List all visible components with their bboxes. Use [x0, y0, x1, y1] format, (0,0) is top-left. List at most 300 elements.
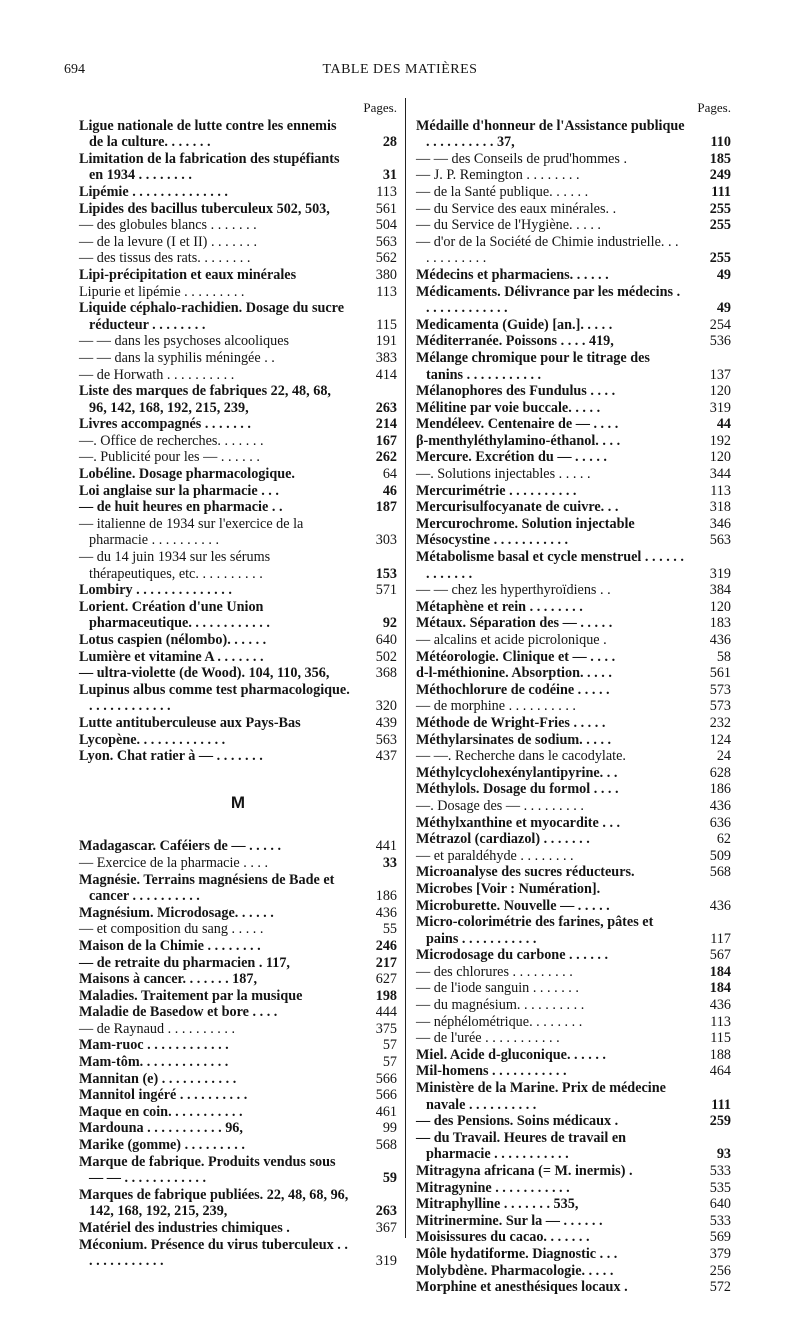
- index-entry: [79, 151, 397, 184]
- index-entry: [79, 905, 397, 922]
- index-entry: [416, 1180, 731, 1197]
- index-entry: [416, 748, 731, 765]
- index-entry-text: Mésocystine . . . . . . . . . . .: [416, 532, 569, 549]
- index-entry-text: Mannitan (e) . . . . . . . . . . .: [79, 1070, 237, 1087]
- index-entry-text: — — dans les psychoses alcooliques: [79, 333, 290, 350]
- index-entry: [416, 516, 731, 533]
- index-entry-text: — du Travail. Heures de travail en pharmacie . . . . . . . . . . .: [416, 1129, 627, 1163]
- index-entry-text: — italienne de 1934 sur l'exercice de la pharmacie . . . . . . . . . .: [79, 515, 304, 549]
- index-entry-text: Méthylols. Dosage du formol . . . .: [416, 781, 619, 798]
- index-entry: [416, 698, 731, 715]
- index-entry-page: 167: [375, 432, 397, 449]
- index-entry-text: Médaille d'honneur de l'Assistance publique . . . . . . . . . . 37,: [416, 117, 685, 151]
- index-entry-page: 115: [710, 1030, 731, 1047]
- right-index-list: [416, 118, 731, 1296]
- index-entry-page: 184: [709, 963, 731, 980]
- index-entry: [416, 1246, 731, 1263]
- index-entry: [416, 333, 731, 350]
- index-entry-text: Mendéleev. Centenaire de — . . . .: [416, 416, 619, 433]
- index-entry-text: —. Office de recherches. . . . . . .: [79, 432, 264, 449]
- index-entry-page: 217: [375, 954, 397, 971]
- index-entry-page: 57: [382, 1037, 397, 1054]
- index-entry-text: — des globules blancs . . . . . . .: [79, 217, 257, 234]
- index-entry: [416, 433, 731, 450]
- index-entry: [416, 400, 731, 417]
- index-entry-text: — de l'iode sanguin . . . . . . .: [416, 980, 579, 997]
- index-entry-page: 572: [709, 1279, 731, 1296]
- index-entry: [416, 781, 731, 798]
- index-entry-page: 254: [709, 316, 731, 333]
- index-entry-text: — d'or de la Société de Chimie industrielle. . . . . . . . . . . .: [416, 233, 679, 267]
- index-entry-page: 567: [709, 947, 731, 964]
- index-entry-text: Microbes [Voir : Numération].: [416, 880, 601, 897]
- index-entry-page: 566: [375, 1070, 397, 1087]
- index-entry-text: — — chez les hyperthyroïdiens . .: [416, 582, 611, 599]
- index-entry-text: Méditerranée. Poissons . . . . 419,: [416, 333, 614, 350]
- index-entry-text: Méthylxanthine et myocardite . . .: [416, 814, 621, 831]
- index-entry-page: 533: [709, 1212, 731, 1229]
- index-entry-text: Météorologie. Clinique et — . . . .: [416, 648, 616, 665]
- index-entry: [416, 151, 731, 168]
- index-entry-page: 504: [375, 217, 397, 234]
- index-entry-page: 24: [716, 748, 731, 765]
- index-entry-text: Liste des marques de fabriques 22, 48, 68, 96, 142, 168, 192, 215, 239,: [79, 383, 331, 416]
- index-entry: [416, 1263, 731, 1280]
- index-entry: [79, 971, 397, 988]
- index-entry: [79, 748, 397, 765]
- index-entry: [416, 1047, 731, 1064]
- index-entry: [416, 848, 731, 865]
- index-entry-page: 319: [709, 565, 731, 582]
- index-entry: [416, 1279, 731, 1296]
- index-entry: [416, 798, 731, 815]
- index-entry-page: 436: [709, 897, 731, 914]
- index-entry-page: 383: [375, 349, 397, 366]
- index-entry: [79, 483, 397, 500]
- index-entry: [79, 855, 397, 872]
- index-entry: [79, 333, 397, 350]
- index-entry-page: 436: [709, 632, 731, 648]
- page-number: 694: [64, 62, 85, 77]
- index-entry-page: 188: [709, 1046, 731, 1063]
- index-entry-text: — du magnésium. . . . . . . . . .: [416, 997, 585, 1014]
- index-entry-page: 561: [709, 665, 731, 682]
- index-entry: [79, 1220, 397, 1237]
- index-entry: [416, 1030, 731, 1047]
- index-entry-text: Métabolisme basal et cycle menstruel . . . . . . . . . . . . .: [416, 549, 684, 582]
- index-entry-text: Mercurisulfocyanate de cuivre. . .: [416, 499, 619, 516]
- index-entry: [416, 167, 731, 184]
- index-entry-page: 93: [716, 1146, 731, 1163]
- index-entry-text: Maison de la Chimie . . . . . . . .: [79, 937, 261, 954]
- index-entry: [416, 914, 731, 947]
- index-entry-text: —. Dosage des — . . . . . . . . .: [416, 797, 584, 814]
- index-entry: [416, 980, 731, 997]
- index-entry-text: Lyon. Chat ratier à — . . . . . . .: [79, 748, 263, 765]
- index-entry: [416, 831, 731, 848]
- index-entry: [79, 184, 397, 201]
- index-entry: [416, 284, 731, 317]
- index-entry-text: — de la Santé publique. . . . . .: [416, 183, 589, 200]
- index-entry-text: Métaux. Séparation des — . . . . .: [416, 615, 613, 632]
- index-entry: [416, 964, 731, 981]
- index-entry-text: Lombiry . . . . . . . . . . . . . .: [79, 582, 232, 599]
- index-entry-text: — de Raynaud . . . . . . . . . .: [79, 1020, 236, 1037]
- index-entry-text: — néphélométrique. . . . . . . .: [416, 1013, 583, 1030]
- index-entry: [416, 1130, 731, 1163]
- index-entry-text: Méthylarsinates de sodium. . . . .: [416, 731, 612, 748]
- index-entry: [416, 1196, 731, 1213]
- index-entry: [79, 1021, 397, 1038]
- index-entry-page: 568: [375, 1137, 397, 1154]
- index-entry-page: 232: [709, 714, 731, 731]
- index-entry-text: Maisons à cancer. . . . . . . 187,: [79, 971, 257, 988]
- index-entry-text: β-menthyléthylamino-éthanol. . . .: [416, 432, 621, 449]
- index-entry-page: 436: [709, 997, 731, 1014]
- index-entry: [416, 615, 731, 632]
- index-entry: [416, 466, 731, 483]
- index-entry-page: 256: [709, 1262, 731, 1279]
- left-index-list: [79, 118, 397, 765]
- index-entry-page: 367: [375, 1220, 397, 1236]
- index-entry-page: 636: [709, 814, 731, 831]
- index-entry-text: — de la levure (I et II) . . . . . . .: [79, 233, 258, 250]
- index-entry-text: —. Publicité pour les — . . . . . .: [79, 449, 260, 466]
- index-entry-page: 263: [375, 1203, 397, 1220]
- index-entry-text: Lorient. Création d'une Union pharmaceutique. . . . . . . . . . . .: [79, 598, 270, 632]
- index-entry-page: 255: [709, 200, 731, 217]
- index-entry-page: 437: [375, 748, 397, 765]
- index-entry-text: Liquide céphalo-rachidien. Dosage du sucre réducteur . . . . . . . .: [79, 300, 344, 333]
- pages-label-right: Pages.: [697, 100, 731, 115]
- index-entry-page: 568: [709, 864, 731, 881]
- index-entry-text: Médecins et pharmaciens. . . . . .: [416, 266, 609, 283]
- index-entry-text: — de l'urée . . . . . . . . . . .: [416, 1030, 560, 1047]
- index-entry-text: — de morphine . . . . . . . . . .: [416, 698, 576, 715]
- index-entry: [79, 715, 397, 732]
- index-entry: [79, 1054, 397, 1071]
- index-entry: [79, 632, 397, 649]
- index-entry-text: Microanalyse des sucres réducteurs.: [416, 864, 635, 881]
- index-entry: [416, 765, 731, 782]
- index-entry-page: 535: [709, 1179, 731, 1196]
- index-entry-page: 117: [710, 930, 731, 947]
- index-entry-text: Ministère de la Marine. Prix de médecine navale . . . . . . . . . .: [416, 1080, 666, 1113]
- index-entry-text: Maladie de Basedow et bore . . . .: [79, 1004, 278, 1021]
- index-entry: [79, 516, 397, 549]
- index-entry-page: 375: [375, 1020, 397, 1037]
- index-entry-page: 246: [375, 937, 397, 954]
- index-entry-text: Métrazol (cardiazol) . . . . . . .: [416, 831, 590, 848]
- index-entry-page: 436: [375, 904, 397, 921]
- index-entry-text: Microdosage du carbone . . . . . .: [416, 947, 609, 964]
- index-entry: [79, 267, 397, 284]
- index-entry: [79, 665, 397, 682]
- index-entry: [416, 449, 731, 466]
- index-entry-page: 566: [375, 1087, 397, 1104]
- index-entry-page: 58: [716, 648, 731, 665]
- index-entry-text: Maque en coin. . . . . . . . . . .: [79, 1103, 243, 1120]
- index-entry: [79, 599, 397, 632]
- index-entry-text: Mardouna . . . . . . . . . . . 96,: [79, 1120, 243, 1137]
- index-entry: [416, 317, 731, 334]
- index-entry-page: 569: [709, 1229, 731, 1246]
- index-entry-page: 344: [709, 466, 731, 483]
- index-entry-page: 303: [375, 532, 397, 549]
- index-entry-text: Medicamenta (Guide) [an.]. . . . .: [416, 316, 613, 333]
- index-entry-page: 571: [375, 582, 397, 599]
- index-entry: [416, 881, 731, 898]
- index-entry: [416, 350, 731, 383]
- index-entry: [79, 582, 397, 599]
- index-entry-text: — alcalins et acide picrolonique .: [416, 632, 607, 648]
- index-entry-page: 120: [709, 598, 731, 615]
- index-entry-page: 573: [709, 681, 731, 698]
- index-entry-text: Mil-homens . . . . . . . . . . .: [416, 1063, 567, 1080]
- index-entry: [79, 921, 397, 938]
- index-entry-page: 113: [710, 1013, 731, 1030]
- index-entry-text: — des tissus des rats. . . . . . . .: [79, 250, 251, 267]
- index-entry: [416, 201, 731, 218]
- index-entry-page: 436: [709, 797, 731, 814]
- index-entry: [416, 1063, 731, 1080]
- index-entry-page: 318: [709, 499, 731, 516]
- index-entry-page: 49: [716, 266, 731, 283]
- index-entry: [79, 938, 397, 955]
- index-entry-text: Mitragynine . . . . . . . . . . .: [416, 1179, 570, 1196]
- index-entry-page: 124: [709, 731, 731, 748]
- index-entry-page: 414: [375, 366, 397, 383]
- index-entry-page: 628: [709, 764, 731, 781]
- index-entry: [79, 284, 397, 301]
- index-entry: [416, 483, 731, 500]
- index-entry-page: 441: [375, 838, 397, 855]
- index-entry-text: Mitraphylline . . . . . . . 535,: [416, 1196, 579, 1213]
- index-entry-text: — du Service de l'Hygiène. . . . .: [416, 217, 601, 234]
- index-entry-page: 380: [375, 266, 397, 283]
- index-entry: [79, 955, 397, 972]
- index-entry-text: — de Horwath . . . . . . . . . .: [79, 366, 235, 383]
- index-entry: [79, 988, 397, 1005]
- index-entry: [416, 1229, 731, 1246]
- index-entry-page: 184: [709, 980, 731, 997]
- index-entry: [79, 682, 397, 715]
- index-entry-page: 186: [375, 888, 397, 905]
- index-entry: [416, 1080, 731, 1113]
- index-entry: [416, 815, 731, 832]
- index-entry-text: Molybdène. Pharmacologie. . . . .: [416, 1262, 614, 1279]
- index-entry-page: 113: [710, 482, 731, 499]
- index-entry-text: Mitragyna africana (= M. inermis) .: [416, 1163, 633, 1179]
- index-entry-page: 44: [716, 416, 731, 433]
- index-entry: [79, 1004, 397, 1021]
- index-entry-text: Lipi-précipitation et eaux minérales: [79, 266, 297, 283]
- index-entry-page: 461: [375, 1103, 397, 1120]
- index-entry-page: 198: [375, 987, 397, 1004]
- index-entry-text: Méthochlorure de codéine . . . . .: [416, 681, 610, 698]
- index-entry: [79, 732, 397, 749]
- index-entry-page: 536: [709, 333, 731, 350]
- index-entry-text: Morphine et anesthésiques locaux .: [416, 1279, 628, 1296]
- index-entry: [79, 1154, 397, 1187]
- index-entry-page: 187: [375, 499, 397, 516]
- index-entry-page: 110: [710, 134, 731, 151]
- index-entry-page: 46: [382, 482, 397, 499]
- index-entry-text: Lotus caspien (nélombo). . . . . .: [79, 632, 267, 648]
- index-entry-text: — ultra-violette (de Wood). 104, 110, 356,: [79, 665, 330, 682]
- index-entry-page: 562: [375, 250, 397, 267]
- index-entry-text: Matériel des industries chimiques .: [79, 1220, 290, 1236]
- index-entry-text: Marques de fabrique publiées. 22, 48, 68, 96, 142, 168, 192, 215, 239,: [79, 1186, 349, 1220]
- index-entry-text: Lipides des bacillus tuberculeux 502, 503,: [79, 200, 330, 217]
- index-entry-page: 111: [711, 1096, 731, 1113]
- index-entry: [416, 632, 731, 649]
- index-entry: [416, 682, 731, 699]
- index-entry: [79, 367, 397, 384]
- index-entry: [79, 1237, 397, 1270]
- index-entry-page: 259: [709, 1113, 731, 1130]
- index-entry: [416, 234, 731, 267]
- index-entry-page: 113: [376, 183, 397, 200]
- index-entry-text: — des chlorures . . . . . . . . .: [416, 963, 573, 980]
- index-entry: [416, 1113, 731, 1130]
- index-entry-text: Magnésium. Microdosage. . . . . .: [79, 904, 274, 921]
- index-entry-text: Mam-tôm. . . . . . . . . . . . .: [79, 1054, 229, 1071]
- index-entry-text: Mitrinermine. Sur la — . . . . . .: [416, 1212, 603, 1229]
- index-entry-text: Lumière et vitamine A . . . . . . .: [79, 648, 264, 665]
- column-divider: [405, 98, 406, 1238]
- index-entry-page: 502: [375, 648, 397, 665]
- index-entry-page: 153: [375, 565, 397, 582]
- index-entry-page: 346: [709, 515, 731, 532]
- index-entry-text: Mercurochrome. Solution injectable: [416, 515, 635, 532]
- index-entry: [79, 872, 397, 905]
- index-entry-text: Madagascar. Caféiers de — . . . . .: [79, 838, 282, 855]
- index-entry-page: 185: [709, 150, 731, 167]
- index-entry-page: 191: [375, 333, 397, 350]
- index-entry-text: d-l-méthionine. Absorption. . . . .: [416, 665, 612, 682]
- index-entry-page: 249: [709, 167, 731, 184]
- index-entry-text: Lupinus albus comme test pharmacologique. . . . . . . . . . . . .: [79, 681, 350, 715]
- index-entry-page: 255: [709, 217, 731, 234]
- index-entry-text: Lipémie . . . . . . . . . . . . . .: [79, 183, 228, 200]
- index-entry: [79, 549, 397, 582]
- index-entry-text: Métaphène et rein . . . . . . . .: [416, 598, 583, 615]
- index-entry-page: 464: [709, 1063, 731, 1080]
- index-entry: [79, 300, 397, 333]
- index-entry-page: 563: [709, 532, 731, 549]
- index-entry: [416, 184, 731, 201]
- index-entry-page: 368: [375, 665, 397, 682]
- index-entry-text: Micro-colorimétrie des farines, pâtes et pains . . . . . . . . . . .: [416, 914, 654, 947]
- index-entry: [79, 250, 397, 267]
- index-entry: [416, 715, 731, 732]
- index-entry: [416, 416, 731, 433]
- index-entry: [416, 599, 731, 616]
- index-entry: [416, 217, 731, 234]
- index-entry: [416, 665, 731, 682]
- index-entry-text: Lobéline. Dosage pharmacologique.: [79, 466, 295, 483]
- index-entry: [416, 1163, 731, 1180]
- index-entry-text: Mam-ruoc . . . . . . . . . . . .: [79, 1037, 229, 1054]
- index-entry-page: 120: [709, 383, 731, 400]
- index-entry-page: 192: [709, 432, 731, 449]
- index-entry-text: — — des Conseils de prud'hommes .: [416, 150, 628, 167]
- index-entry: [79, 1137, 397, 1154]
- index-entry-page: 99: [382, 1120, 397, 1137]
- index-entry-page: 640: [375, 632, 397, 648]
- index-entry-page: 384: [709, 582, 731, 599]
- index-entry-page: 320: [375, 698, 397, 715]
- left-column: [79, 100, 397, 1270]
- index-entry: [416, 649, 731, 666]
- index-entry: [416, 898, 731, 915]
- index-entry-text: Loi anglaise sur la pharmacie . . .: [79, 482, 279, 499]
- index-entry-page: 319: [709, 399, 731, 416]
- index-entry: [79, 449, 397, 466]
- index-entry-text: — J. P. Remington . . . . . . . .: [416, 167, 580, 184]
- index-entry-page: 111: [711, 183, 731, 200]
- index-entry-page: 439: [375, 714, 397, 731]
- index-entry-text: Limitation de la fabrication des stupéfiants en 1934 . . . . . . . .: [79, 150, 340, 184]
- index-entry-page: 533: [709, 1163, 731, 1179]
- index-entry-text: Lipurie et lipémie . . . . . . . . .: [79, 283, 245, 300]
- index-entry: [79, 118, 397, 151]
- index-entry-page: 379: [709, 1245, 731, 1262]
- index-entry: [79, 649, 397, 666]
- index-entry: [79, 217, 397, 234]
- index-entry-page: 186: [709, 781, 731, 798]
- index-entry-page: 563: [375, 731, 397, 748]
- index-entry-text: Marque de fabrique. Produits vendus sous — — . . . . . . . . . . . .: [79, 1153, 336, 1187]
- index-entry-text: Méconium. Présence du virus tuberculeux . . . . . . . . . . . . .: [79, 1236, 348, 1270]
- index-entry-text: — des Pensions. Soins médicaux .: [416, 1113, 619, 1130]
- index-entry: [79, 234, 397, 251]
- index-entry-text: Môle hydatiforme. Diagnostic . . .: [416, 1245, 618, 1262]
- index-entry-page: 49: [716, 300, 731, 317]
- index-entry-text: Lutte antituberculeuse aux Pays-Bas: [79, 714, 301, 731]
- index-entry-text: Mélanophores des Fundulus . . . .: [416, 383, 616, 400]
- index-entry: [416, 997, 731, 1014]
- index-entry: [79, 1104, 397, 1121]
- index-entry: [416, 499, 731, 516]
- index-entry-page: 31: [382, 167, 397, 184]
- index-entry-page: 255: [709, 250, 731, 267]
- index-entry: [416, 947, 731, 964]
- index-entry: [79, 1120, 397, 1137]
- index-entry: [416, 1014, 731, 1031]
- index-entry-page: 59: [382, 1170, 397, 1187]
- index-entry: [416, 383, 731, 400]
- index-entry: [79, 1087, 397, 1104]
- index-entry: [416, 1213, 731, 1230]
- index-entry: [416, 118, 731, 151]
- index-entry-page: 183: [709, 615, 731, 632]
- index-entry-text: — Exercice de la pharmacie . . . .: [79, 854, 269, 871]
- index-entry-page: 319: [375, 1253, 397, 1270]
- index-entry-text: Méthylcyclohexénylantipyrine. . .: [416, 764, 618, 781]
- index-entry-text: Moisissures du cacao. . . . . . .: [416, 1229, 590, 1246]
- index-entry-text: Marike (gomme) . . . . . . . . .: [79, 1137, 245, 1154]
- index-entry-text: — de huit heures en pharmacie . .: [79, 499, 283, 516]
- index-entry-text: — —. Recherche dans le cacodylate.: [416, 748, 626, 765]
- index-entry-text: —. Solutions injectables . . . . .: [416, 466, 591, 483]
- index-entry: [79, 499, 397, 516]
- index-entry: [79, 1187, 397, 1220]
- index-entry-text: Maladies. Traitement par la musique: [79, 987, 303, 1004]
- index-entry: [79, 350, 397, 367]
- index-entry-text: — et composition du sang . . . . .: [79, 921, 264, 938]
